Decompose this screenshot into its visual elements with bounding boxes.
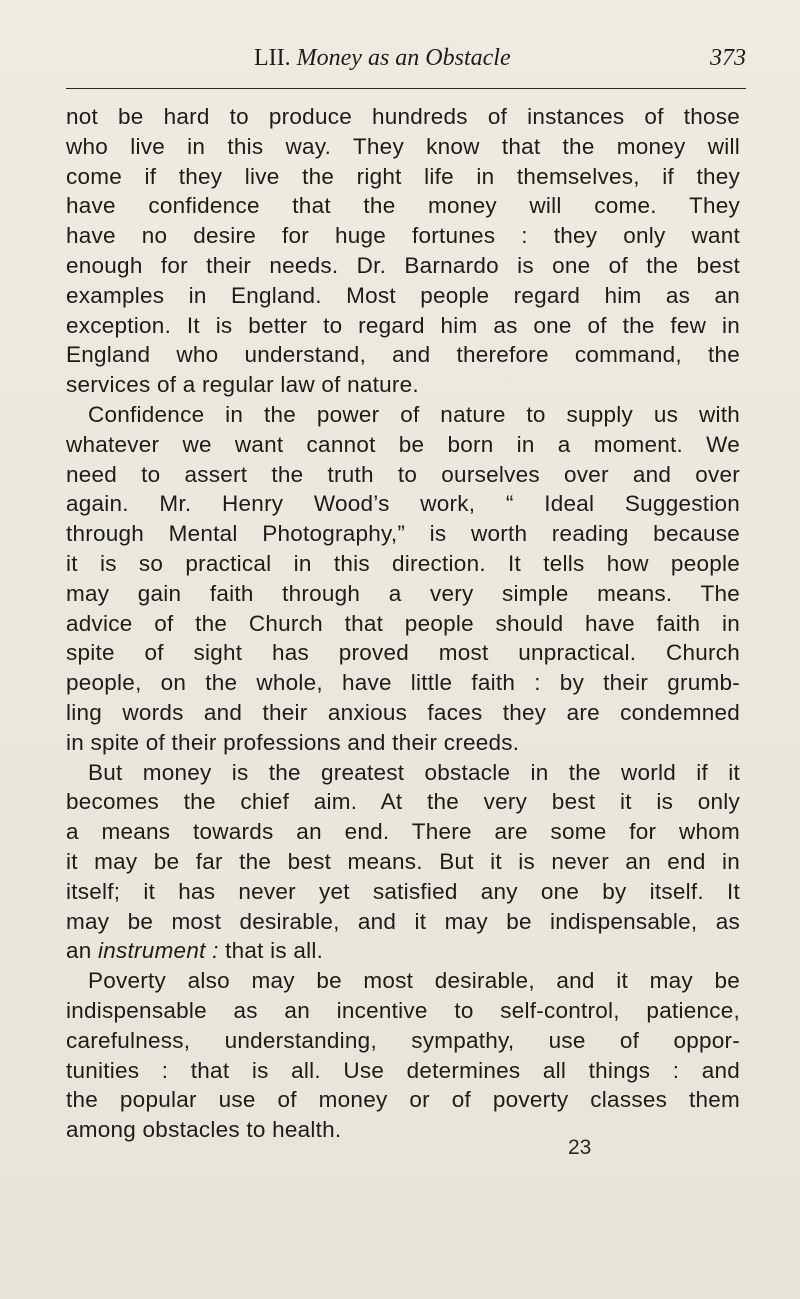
chapter-number: LII. <box>254 45 291 71</box>
header-rule <box>66 88 746 89</box>
text-line: Poverty also may be most desirable, and it may be <box>88 968 740 994</box>
text-line: may be most desirable, and it may be indispensable, as <box>66 908 740 934</box>
text-line: ling words and their anxious faces they are condemned <box>66 699 740 725</box>
text-line: indispensable as an incentive to self-control, patience, <box>66 997 740 1023</box>
body-text <box>66 102 740 1145</box>
text-line: in spite of their professions and their creeds. <box>66 729 520 755</box>
text-line: it may be far the best means. But it is never an end in <box>66 848 740 874</box>
text-line: England who understand, and therefore command, the <box>66 342 740 368</box>
text-line: advice of the Church that people should have faith in <box>66 610 740 636</box>
text-line: itself; it has never yet satisfied any one by itself. It <box>66 878 740 904</box>
text-line: a means towards an end. There are some for whom <box>66 819 740 845</box>
text-line: whatever we want cannot be born in a moment. We <box>66 431 740 457</box>
running-header <box>66 40 746 76</box>
text-line: Confidence in the power of nature to supply us with <box>88 401 740 427</box>
text-line: not be hard to produce hundreds of instances of those <box>66 104 740 129</box>
text-line: come if they live the right life in themselves, if they <box>66 163 740 189</box>
text-line: it is so practical in this direction. It tells how people <box>66 550 740 576</box>
text-line: services of a regular law of nature. <box>66 372 419 398</box>
text-line: who live in this way. They know that the money will <box>66 133 740 159</box>
text-line: carefulness, understanding, sympathy, use of oppor- <box>66 1027 740 1053</box>
page-number: 373 <box>710 45 746 71</box>
text-line: people, on the whole, have little faith : by their grumb- <box>66 670 740 696</box>
text-line: becomes the chief aim. At the very best it is only <box>66 789 740 815</box>
text-line: enough for their needs. Dr. Barnardo is one of the best <box>66 252 740 278</box>
signature-mark: 23 <box>568 1136 592 1159</box>
text-fragment: that is all. <box>225 938 324 964</box>
text-line: need to assert the truth to ourselves over and over <box>66 461 740 487</box>
text-line: the popular use of money or of poverty classes them <box>66 1087 740 1113</box>
text-line: But money is the greatest obstacle in the world if it <box>88 759 740 785</box>
text-line: have confidence that the money will come. They <box>66 193 740 219</box>
text-line: through Mental Photography,” is worth reading because <box>66 521 740 547</box>
text-fragment: an <box>66 938 92 964</box>
text-line: have no desire for huge fortunes : they only want <box>66 223 740 249</box>
text-line: again. Mr. Henry Wood’s work, “ Ideal Suggestion <box>66 491 740 517</box>
chapter-title: Money as an Obstacle <box>296 45 511 71</box>
emphasized-text: instrument : <box>98 938 219 964</box>
text-line: among obstacles to health. <box>66 1117 342 1143</box>
text-line: spite of sight has proved most unpractical. Church <box>66 640 740 666</box>
running-header-text <box>254 40 511 76</box>
text-line: examples in England. Most people regard him as an <box>66 282 740 308</box>
text-line <box>66 936 740 966</box>
text-line: tunities : that is all. Use determines all things : and <box>66 1057 740 1083</box>
text-line: may gain faith through a very simple means. The <box>66 580 740 606</box>
text-line: exception. It is better to regard him as one of the few in <box>66 312 740 338</box>
